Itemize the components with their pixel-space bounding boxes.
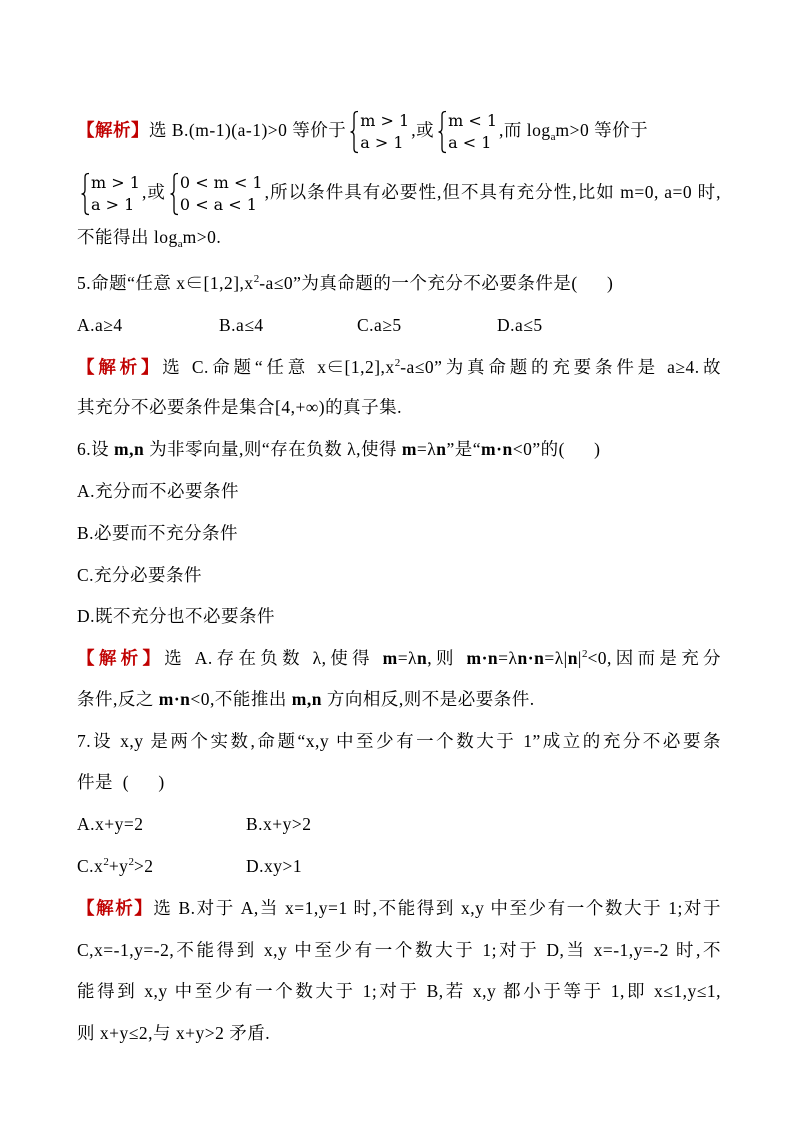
q5-stem [77,270,613,296]
q5-option-c: C.a≥5 [357,315,402,335]
q4-analysis-text: ,或 [141,182,166,202]
system-row: m > 1 [91,172,140,192]
vector-symbol: m·n [466,648,499,668]
q4-analysis-line-2 [77,172,721,214]
q7-option-a: A.x+y=2 [77,814,144,834]
q4-analysis-line-3 [77,224,221,250]
equation-system [437,110,497,154]
exponent: 2 [394,357,401,369]
q7-option-b: B.x+y>2 [246,814,312,834]
system-row: a > 1 [91,194,135,214]
vector-symbol: m [401,439,417,459]
q5-stem-text: 5.命题“任意 x∈[1,2],x [77,273,254,293]
q4-analysis-text: 不能得出 log [77,227,178,247]
q7-analysis-text: 选 B.对于 A,当 x=1,y=1 时,不能得到 x,y 中至少有一个数大于 1;对于 [153,898,722,918]
q4-analysis-text: 选 B.(m-1)(a-1)>0 等价于 [149,120,347,140]
q6-stem-text: 6.设 [77,439,114,459]
system-row: 0 < m < 1 [179,172,263,192]
q6-stem-text: ”是“ [446,439,482,459]
q6-analysis-line-1 [77,645,721,671]
q6-analysis-text: =λ| [544,648,568,668]
q7-option-c-text: C.x [77,856,104,876]
exponent: 2 [128,856,134,868]
q7-option-c-text: >2 [133,856,154,876]
system-row: a < 1 [448,132,492,152]
q4-analysis-text: m>0 等价于 [555,120,649,140]
q6-stem-text: 为非零向量,则“存在负数 λ,使得 [144,439,402,459]
q7-analysis-line-1 [77,895,721,921]
q5-analysis-line-1 [77,354,721,380]
q6-analysis-text: =λ [498,648,518,668]
system-row: m > 1 [360,110,410,130]
q6-analysis-text: 选 A.存在负数 λ,使得 [164,648,383,668]
left-brace-icon [169,172,179,216]
q6-option-c: C.充分必要条件 [77,565,203,585]
vector-symbol: n [417,648,428,668]
analysis-label: 【解析】 [77,357,163,377]
q4-analysis-text: ,而 log [499,120,551,140]
left-brace-icon [80,172,90,216]
q7-stem-line-2: 件是 ( ) [77,772,165,792]
q7-option-c [77,853,154,879]
q6-analysis-text: 方向相反,则不是必要条件. [321,689,535,709]
q7-option-d: D.xy>1 [246,856,303,876]
q4-analysis-text: ,所以条件具有必要性,但不具有充分性,比如 m=0, a=0 时, [264,182,721,202]
q6-option-d: D.既不充分也不必要条件 [77,606,276,626]
vector-symbol: m·n [481,439,513,459]
q6-analysis-text: =λ [397,648,418,668]
q6-stem [77,436,601,462]
q5-stem-text: -a≤0”为真命题的一个充分不必要条件是( ) [259,273,614,293]
q5-analysis-line-2: 其充分不必要条件是集合[4,+∞)的真子集. [77,397,402,417]
exponent: 2 [253,273,260,285]
q7-analysis-line-2: C,x=-1,y=-2,不能得到 x,y 中至少有一个数大于 1;对于 D,当 x=-1,y=-2 时,不 [77,940,721,960]
equation-system [80,172,140,216]
q4-analysis-line-1 [77,110,649,152]
q5-option-d: D.a≤5 [497,315,543,335]
q7-analysis-line-4: 则 x+y≤2,与 x+y>2 矛盾. [77,1023,271,1043]
q7-analysis-line-3: 能得到 x,y 中至少有一个数大于 1;对于 B,若 x,y 都小于等于 1,即 x≤1,y≤1, [77,981,721,1001]
vector-symbol: m,n [114,439,145,459]
vector-symbol: m [382,648,398,668]
q5-analysis-text: -a≤0”为真命题的充要条件是 a≥4.故 [400,357,721,377]
log-base-subscript: a [177,238,183,250]
q6-stem-text: =λ [416,439,437,459]
system-row: 0 < a < 1 [179,194,257,214]
q6-analysis-text: | [577,648,582,668]
q6-analysis-text: <0,因而是充分 [587,648,722,668]
q6-option-a: A.充分而不必要条件 [77,481,240,501]
analysis-label: 【解析】 [77,648,165,668]
q5-option-a: A.a≥4 [77,315,123,335]
vector-symbol: m·n [158,689,191,709]
q7-option-c-text: +y [108,856,129,876]
analysis-label: 【解析】 [77,120,149,140]
equation-system [349,110,409,154]
q6-option-b: B.必要而不充分条件 [77,523,239,543]
q7-stem-line-1: 7.设 x,y 是两个实数,命题“x,y 中至少有一个数大于 1”成立的充分不必要条 [77,731,721,751]
q5-analysis-text: 选 C.命题“任意 x∈[1,2],x [162,357,395,377]
q6-analysis-line-2 [77,686,535,712]
system-row: a > 1 [360,132,404,152]
left-brace-icon [349,110,359,154]
q4-analysis-text: ,或 [411,120,435,140]
q6-analysis-text: <0,不能推出 [190,689,292,709]
exponent: 2 [103,856,109,868]
q6-analysis-text: ,则 [427,648,467,668]
vector-symbol: m,n [291,689,322,709]
q6-stem-text: <0”的( ) [512,439,601,459]
q6-analysis-text: 条件,反之 [77,689,159,709]
exponent: 2 [581,648,588,660]
system-row: m < 1 [448,110,498,130]
analysis-label: 【解析】 [77,898,154,918]
vector-symbol: n [436,439,447,459]
vector-symbol: n [567,648,578,668]
left-brace-icon [437,110,447,154]
vector-symbol: n·n [517,648,545,668]
q4-analysis-text: m>0. [182,227,222,247]
equation-system [169,172,263,216]
q5-option-b: B.a≤4 [219,315,264,335]
log-base-subscript: a [550,131,556,143]
